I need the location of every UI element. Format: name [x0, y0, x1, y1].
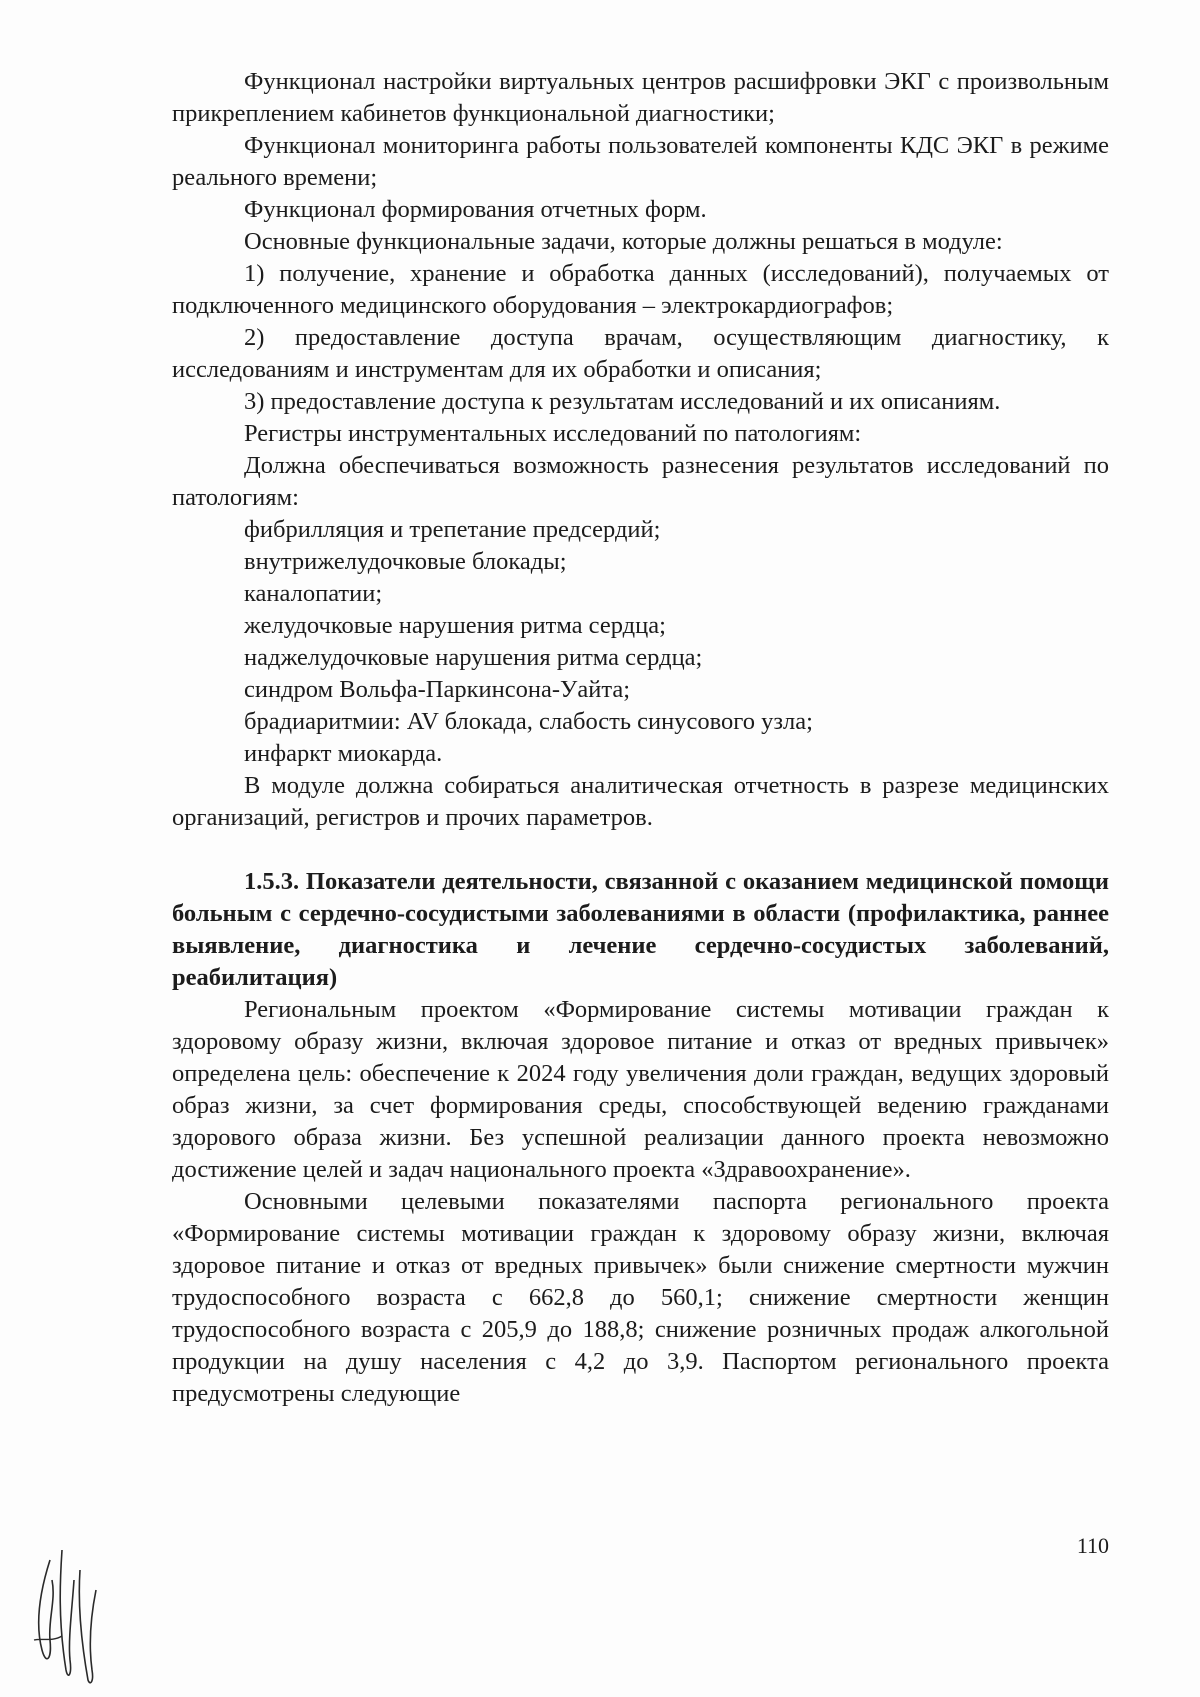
section-heading: 1.5.3. Показатели деятельности, связанной с оказанием медицинской помощи больным с сердечно-сосудистыми заболеваниями в области (профилактика, раннее выявление, диагностика и лечение сердечно-сосудистых заболеваний, реабилитация)	[172, 868, 1109, 991]
paragraph-main-tasks: Основные функциональные задачи, которые должны решаться в модуле:	[244, 228, 1003, 255]
paragraph-distribution: Должна обеспечиваться возможность разнесения результатов исследований по патологиям:	[172, 452, 1109, 511]
signature-mark	[22, 1540, 112, 1690]
list-item: каналопатии;	[244, 580, 383, 607]
list-item: синдром Вольфа-Паркинсона-Уайта;	[244, 676, 631, 703]
paragraph-ecg-centers: Функционал настройки виртуальных центров расшифровки ЭКГ с произвольным прикреплением кабинетов функциональной диагностики;	[172, 68, 1109, 127]
paragraph-reports: Функционал формирования отчетных форм.	[244, 196, 707, 223]
task-item-3: 3) предоставление доступа к результатам исследований и их описаниям.	[244, 388, 1001, 415]
paragraph-regional-project: Региональным проектом «Формирование системы мотивации граждан к здоровому образу жизни, включая здоровое питание и отказ от вредных привычек» определена цель: обеспечение к 2024 году увеличения доли граждан, ведущих здоровый образ жизни, за счет формирования среды, способствующей ведению гражданами здорового образа жизни. Без успешной реализации данного проекта невозможно достижение целей и задач национального проекта «Здравоохранение».	[172, 996, 1109, 1183]
list-item: внутрижелудочковые блокады;	[244, 548, 567, 575]
page-body	[172, 66, 1109, 1410]
paragraph-analytics: В модуле должна собираться аналитическая отчетность в разрезе медицинских организаций, регистров и прочих параметров.	[172, 772, 1109, 831]
task-item-1: 1) получение, хранение и обработка данных (исследований), получаемых от подключенного медицинского оборудования – электрокардиографов;	[172, 260, 1109, 319]
task-item-2: 2) предоставление доступа врачам, осуществляющим диагностику, к исследованиям и инструментам для их обработки и описания;	[172, 324, 1109, 383]
list-item: желудочковые нарушения ритма сердца;	[244, 612, 666, 639]
paragraph-target-indicators: Основными целевыми показателями паспорта регионального проекта «Формирование системы мотивации граждан к здоровому образу жизни, включая здоровое питание и отказ от вредных привычек» были снижение смертности мужчин трудоспособного возраста с 662,8 до 560,1; снижение смертности женщин трудоспособного возраста с 205,9 до 188,8; снижение розничных продаж алкогольной продукции на душу населения с 4,2 до 3,9. Паспортом регионального проекта предусмотрены следующие	[172, 1188, 1109, 1407]
list-item: брадиаритмии: AV блокада, слабость синусового узла;	[244, 708, 813, 735]
page-number: 110	[1076, 1533, 1109, 1558]
paragraph-registers: Регистры инструментальных исследований по патологиям:	[244, 420, 862, 447]
paragraph-monitoring: Функционал мониторинга работы пользователей компоненты КДС ЭКГ в режиме реального времени;	[172, 132, 1109, 191]
list-item: инфаркт миокарда.	[244, 740, 443, 767]
pathology-list	[172, 514, 1109, 770]
list-item: фибрилляция и трепетание предсердий;	[244, 516, 661, 543]
list-item: наджелудочковые нарушения ритма сердца;	[244, 644, 703, 671]
